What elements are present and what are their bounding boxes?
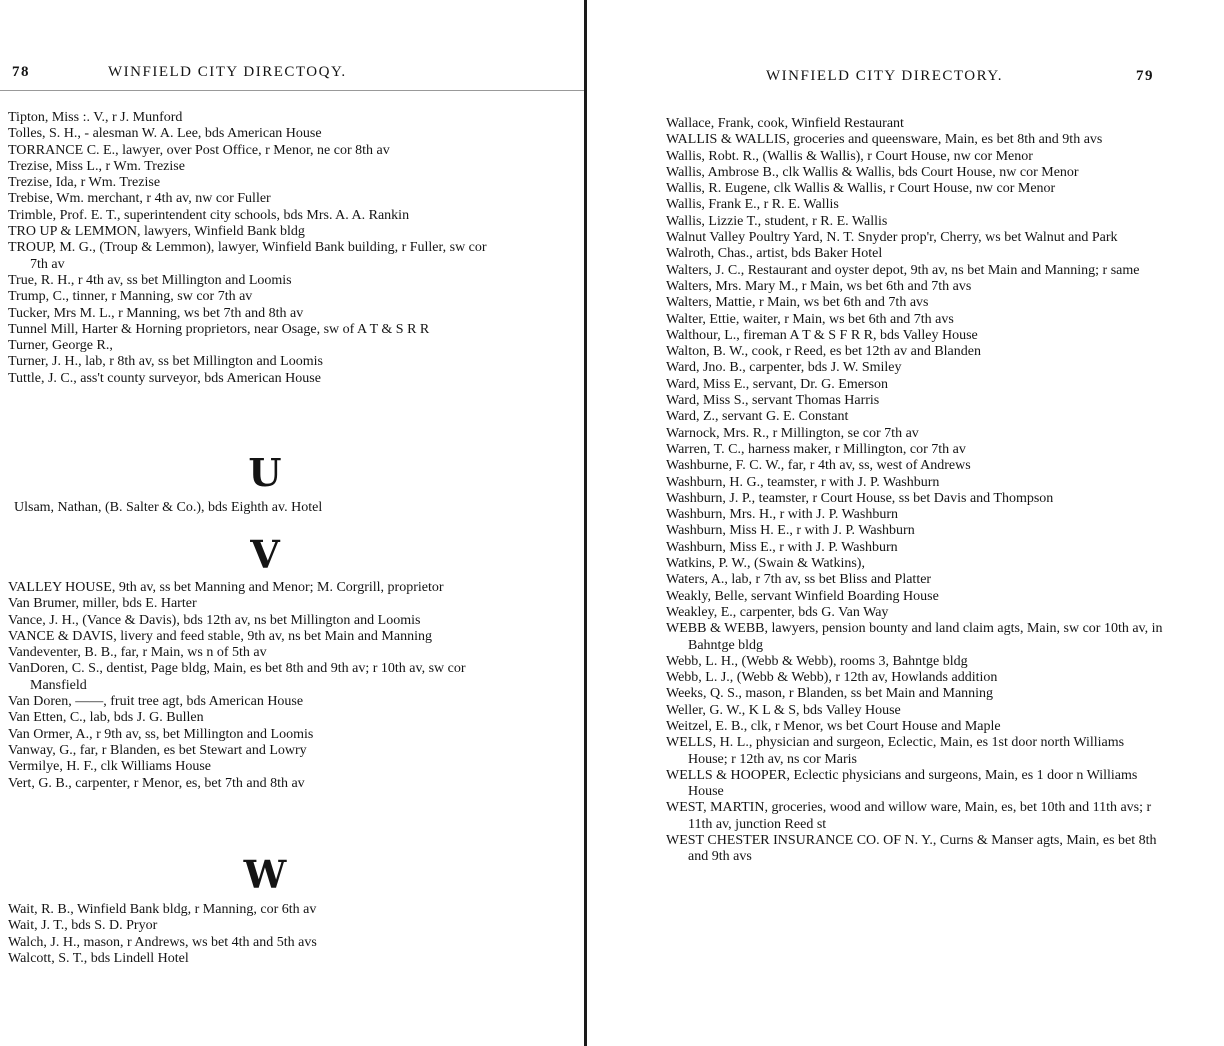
directory-entry: TORRANCE C. E., lawyer, over Post Office, r Menor, ne cor 8th av xyxy=(8,142,390,158)
directory-entry: Washburne, F. C. W., far, r 4th av, ss, west of Andrews xyxy=(666,458,971,474)
entries-t xyxy=(8,110,504,387)
directory-entry: Walthour, L., fireman A T & S F R R, bds Valley House xyxy=(666,327,978,343)
directory-entry: Webb, L. H., (Webb & Webb), rooms 3, Bahntge bldg xyxy=(666,653,968,669)
entries-u xyxy=(14,500,510,516)
directory-entry: TROUP, M. G., (Troup & Lemmon), lawyer, Winfield Bank building, r Fuller, sw cor 7th av xyxy=(8,240,487,272)
directory-entry: Van Etten, C., lab, bds J. G. Bullen xyxy=(8,710,204,726)
directory-entry: Warren, T. C., harness maker, r Millington, cor 7th av xyxy=(666,441,966,457)
directory-entry: Tipton, Miss :. V., r J. Munford xyxy=(8,110,183,125)
directory-entry: Weeks, Q. S., mason, r Blanden, ss bet Main and Manning xyxy=(666,686,994,702)
directory-entry: Walters, J. C., Restaurant and oyster depot, 9th av, ns bet Main and Manning; r same xyxy=(666,262,1140,278)
section-letter-u: U xyxy=(248,450,282,495)
directory-entry: True, R. H., r 4th av, ss bet Millington and Loomis xyxy=(8,272,292,288)
directory-entry: Washburn, J. P., teamster, r Court House, ss bet Davis and Thompson xyxy=(666,490,1054,506)
directory-entry: Tolles, S. H., - alesman W. A. Lee, bds American House xyxy=(8,126,322,142)
directory-entry: TRO UP & LEMMON, lawyers, Winfield Bank bldg xyxy=(8,224,305,240)
directory-entry: Wallis, Frank E., r R. E. Wallis xyxy=(666,197,839,213)
directory-entry: Trump, C., tinner, r Manning, sw cor 7th av xyxy=(8,289,253,305)
directory-entry: WEBB & WEBB, lawyers, pension bounty and land claim agts, Main, sw cor 10th av, in Bahntge bldg xyxy=(666,621,1163,653)
directory-entry: Walters, Mattie, r Main, ws bet 6th and 7th avs xyxy=(666,295,929,311)
book-spine xyxy=(584,0,587,1046)
directory-entry: Turner, George R., xyxy=(8,338,113,354)
directory-entry: Weller, G. W., K L & S, bds Valley House xyxy=(666,702,901,718)
directory-entry: Turner, J. H., lab, r 8th av, ss bet Millington and Loomis xyxy=(8,354,323,370)
directory-entry: Walcott, S. T., bds Lindell Hotel xyxy=(8,950,189,966)
entries-v xyxy=(8,580,504,792)
directory-entry: Wait, R. B., Winfield Bank bldg, r Manning, cor 6th av xyxy=(8,902,317,917)
directory-entry: VanDoren, C. S., dentist, Page bldg, Main, es bet 8th and 9th av; r 10th av, sw cor Mansfield xyxy=(8,661,466,693)
directory-entry: VALLEY HOUSE, 9th av, ss bet Manning and Menor; M. Corgrill, proprietor xyxy=(8,580,444,595)
directory-entry: WEST CHESTER INSURANCE CO. OF N. Y., Curns & Manser agts, Main, es bet 8th and 9th avs xyxy=(666,833,1157,865)
directory-entry: Walroth, Chas., artist, bds Baker Hotel xyxy=(666,246,883,262)
directory-entry: Waters, A., lab, r 7th av, ss bet Bliss and Platter xyxy=(666,572,932,588)
directory-entry: Washburn, Miss H. E., r with J. P. Washburn xyxy=(666,523,915,539)
directory-entry: Wallis, R. Eugene, clk Wallis & Wallis, r Court House, nw cor Menor xyxy=(666,181,1056,197)
directory-entry: Wallis, Lizzie T., student, r R. E. Wallis xyxy=(666,213,888,229)
right-page xyxy=(590,0,1224,1046)
directory-entry: WALLIS & WALLIS, groceries and queensware, Main, es bet 8th and 9th avs xyxy=(666,132,1103,148)
directory-entry: Watkins, P. W., (Swain & Watkins), xyxy=(666,556,865,572)
section-letter-v: V xyxy=(250,532,280,577)
directory-entry: Ulsam, Nathan, (B. Salter & Co.), bds Eighth av. Hotel xyxy=(14,500,323,515)
directory-entry: Vermilye, H. F., clk Williams House xyxy=(8,759,211,775)
directory-entry: Walter, Ettie, waiter, r Main, ws bet 6th and 7th avs xyxy=(666,311,954,327)
directory-entry: Van Ormer, A., r 9th av, ss, bet Millington and Loomis xyxy=(8,726,314,742)
directory-entry: Tunnel Mill, Harter & Horning proprietors, near Osage, sw of A T & S R R xyxy=(8,321,430,337)
directory-entry: Trebise, Wm. merchant, r 4th av, nw cor Fuller xyxy=(8,191,271,207)
directory-entry: Van Brumer, miller, bds E. Harter xyxy=(8,596,197,612)
directory-entry: Walters, Mrs. Mary M., r Main, ws bet 6th and 7th avs xyxy=(666,278,972,294)
directory-entry: WEST, MARTIN, groceries, wood and willow ware, Main, es, bet 10th and 11th avs; r 11th av, junction Reed st xyxy=(666,800,1152,832)
directory-entry: Washburn, Miss E., r with J. P. Washburn xyxy=(666,539,898,555)
directory-entry: Wallace, Frank, cook, Winfield Restaurant xyxy=(666,116,904,131)
directory-entry: VANCE & DAVIS, livery and feed stable, 9th av, ns bet Main and Manning xyxy=(8,628,432,644)
entries-right xyxy=(666,116,1166,866)
directory-entry: Trimble, Prof. E. T., superintendent city schools, bds Mrs. A. A. Rankin xyxy=(8,207,410,223)
directory-entry: Webb, L. J., (Webb & Webb), r 12th av, Howlands addition xyxy=(666,670,998,686)
directory-entry: Trezise, Ida, r Wm. Trezise xyxy=(8,175,161,191)
directory-entry: Trezise, Miss L., r Wm. Trezise xyxy=(8,158,185,174)
directory-entry: Ward, Miss S., servant Thomas Harris xyxy=(666,393,880,409)
directory-entry: Washburn, Mrs. H., r with J. P. Washburn xyxy=(666,507,898,523)
directory-entry: Weitzel, E. B., clk, r Menor, ws bet Court House and Maple xyxy=(666,718,1001,734)
directory-entry: Washburn, H. G., teamster, r with J. P. Washburn xyxy=(666,474,940,490)
directory-entry: Tuttle, J. C., ass't county surveyor, bds American House xyxy=(8,370,321,386)
directory-entry: WELLS & HOOPER, Eclectic physicians and surgeons, Main, es 1 door n Williams House xyxy=(666,767,1138,800)
directory-entry: Walch, J. H., mason, r Andrews, ws bet 4th and 5th avs xyxy=(8,934,317,950)
directory-entry: Vanway, G., far, r Blanden, es bet Stewart and Lowry xyxy=(8,742,307,758)
right-running-title: WINFIELD CITY DIRECTORY. xyxy=(766,68,1003,84)
directory-entry: Vert, G. B., carpenter, r Menor, es, bet 7th and 8th av xyxy=(8,775,305,791)
directory-entry: Walnut Valley Poultry Yard, N. T. Snyder prop'r, Cherry, ws bet Walnut and Park xyxy=(666,230,1118,246)
directory-entry: Tucker, Mrs M. L., r Manning, ws bet 7th and 8th av xyxy=(8,305,304,321)
directory-entry: Van Doren, ——, fruit tree agt, bds American House xyxy=(8,694,304,710)
directory-entry: Weakly, Belle, servant Winfield Boarding House xyxy=(666,588,939,604)
directory-entry: Wallis, Robt. R., (Wallis & Wallis), r Court House, nw cor Menor xyxy=(666,148,1033,164)
section-letter-w: W xyxy=(243,852,287,897)
directory-entry: Ward, Z., servant G. E. Constant xyxy=(666,409,849,425)
directory-entry: WELLS, H. L., physician and surgeon, Eclectic, Main, es 1st door north Williams House; r 12th av, ns cor Maris xyxy=(666,735,1125,767)
directory-entry: Wallis, Ambrose B., clk Wallis & Wallis, bds Court House, nw cor Menor xyxy=(666,164,1079,180)
right-page-number: 79 xyxy=(1136,68,1154,84)
directory-entry: Wait, J. T., bds S. D. Pryor xyxy=(8,918,158,934)
right-page-header xyxy=(590,60,1224,90)
directory-entry: Weakley, E., carpenter, bds G. Van Way xyxy=(666,604,889,620)
left-page-header xyxy=(0,60,584,91)
left-running-title: WINFIELD CITY DIRECTOQY. xyxy=(108,64,347,80)
left-page-number: 78 xyxy=(12,64,30,80)
directory-entry: Ward, Jno. B., carpenter, bds J. W. Smiley xyxy=(666,360,902,376)
left-page xyxy=(0,0,584,1046)
directory-entry: Warnock, Mrs. R., r Millington, se cor 7th av xyxy=(666,425,919,441)
directory-entry: Walton, B. W., cook, r Reed, es bet 12th av and Blanden xyxy=(666,344,981,360)
directory-entry: Vance, J. H., (Vance & Davis), bds 12th av, ns bet Millington and Loomis xyxy=(8,612,421,628)
entries-w xyxy=(8,902,504,967)
directory-entry: Ward, Miss E., servant, Dr. G. Emerson xyxy=(666,376,889,392)
directory-entry: Vandeventer, B. B., far, r Main, ws n of 5th av xyxy=(8,645,267,661)
